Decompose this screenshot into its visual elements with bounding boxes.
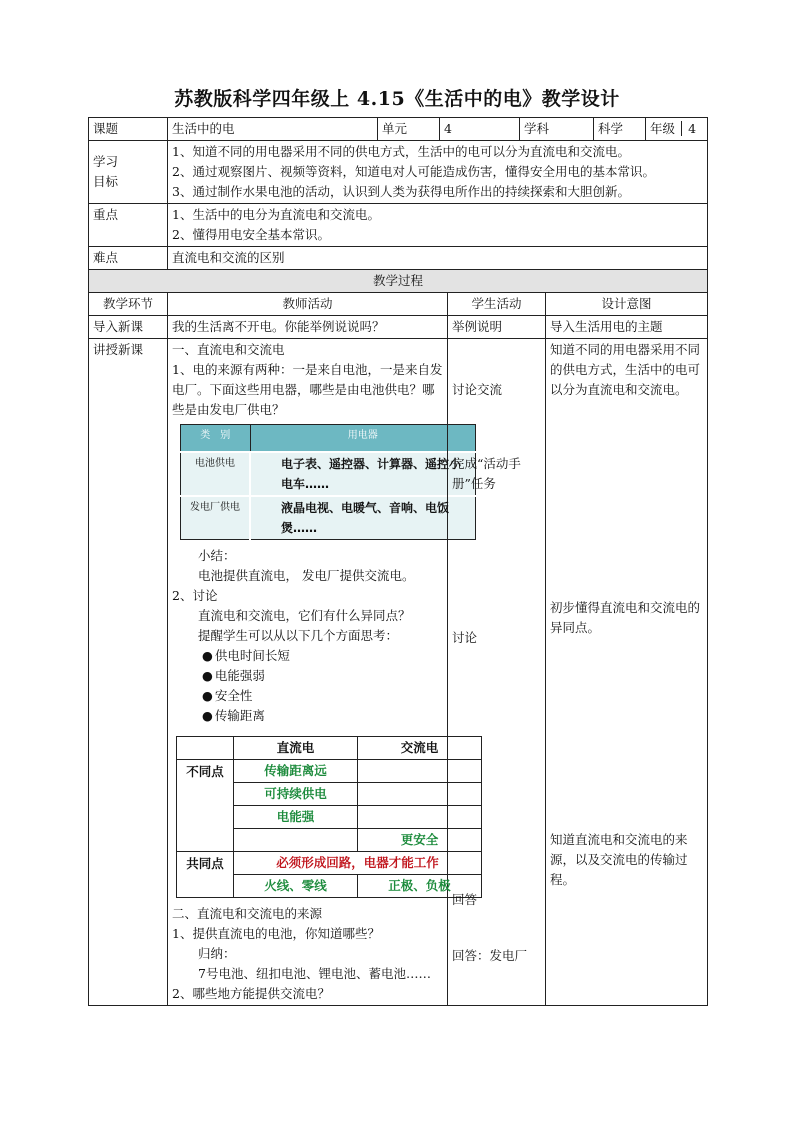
goals-label: 学习 目标 xyxy=(89,141,168,204)
compare-table xyxy=(176,736,482,898)
difficulty-value: 直流电和交流的区别 xyxy=(168,247,708,270)
appliance-table xyxy=(180,424,476,540)
course-label: 课题 xyxy=(89,118,168,141)
appliance-row xyxy=(181,496,476,540)
appliance-row-label: 电池供电 xyxy=(181,452,251,496)
course-value: 生活中的电 xyxy=(168,118,378,141)
key-content xyxy=(168,204,708,247)
header-teacher: 教师活动 xyxy=(168,293,448,316)
appliance-row xyxy=(181,452,476,496)
key-label: 重点 xyxy=(89,204,168,247)
intro-stage: 导入新课 xyxy=(89,316,168,339)
key-item: 1、生活中的电分为直流电和交流电。 xyxy=(172,207,380,222)
discuss-heading: 2、讨论 xyxy=(172,588,218,603)
header-stage: 教学环节 xyxy=(89,293,168,316)
section2-heading: 二、直流电和交流电的来源 xyxy=(172,906,323,921)
intro-intent: 导入生活用电的主题 xyxy=(546,316,708,339)
grade-label: 年级 xyxy=(650,121,676,136)
discuss-hint: 提醒学生可以从以下几个方面思考： xyxy=(198,628,399,643)
bullet-item: ● 传输距离 xyxy=(172,706,443,726)
key-item: 2、懂得用电安全基本常识。 xyxy=(172,227,330,242)
unit-value: 4 xyxy=(440,118,520,141)
lecture-row xyxy=(89,339,708,1006)
subject-label: 学科 xyxy=(520,118,594,141)
section2-summary-text: 7号电池、纽扣电池、锂电池、蓄电池…… xyxy=(198,966,431,981)
student-discuss: 讨论交流 xyxy=(452,382,503,397)
lecture-student xyxy=(448,339,546,1006)
appliance-header-category: 类 别 xyxy=(181,425,251,453)
intro-student: 举例说明 xyxy=(448,316,546,339)
section1-heading: 一、直流电和交流电 xyxy=(172,342,285,357)
grade-cell xyxy=(646,118,708,141)
header-student: 学生活动 xyxy=(448,293,546,316)
difficulty-label: 难点 xyxy=(89,247,168,270)
compare-col-ac: 交流电 xyxy=(357,737,481,760)
goals-content xyxy=(168,141,708,204)
compare-ac-cell: 更安全 xyxy=(357,829,481,852)
section2-question2: 2、哪些地方能提供交流电？ xyxy=(172,986,330,1001)
intro-row xyxy=(89,316,708,339)
compare-same-main: 必须形成回路，电器才能工作 xyxy=(234,852,482,875)
compare-col-dc: 直流电 xyxy=(234,737,358,760)
summary-text: 电池提供直流电， 发电厂提供交流电。 xyxy=(198,568,415,583)
compare-same-dc: 火线、零线 xyxy=(234,875,358,898)
appliance-row-label: 发电厂供电 xyxy=(181,496,251,540)
bullet-item: ● 安全性 xyxy=(172,686,443,706)
key-row xyxy=(89,204,708,247)
intent-1: 知道不同的用电器采用不同的供电方式，生活中的电可以分为直流电和交流电。 xyxy=(550,342,701,397)
compare-same-ac: 正极、负极 xyxy=(357,875,481,898)
lecture-stage: 讲授新课 xyxy=(89,339,168,1006)
bullet-item: ● 电能强弱 xyxy=(172,666,443,686)
header-intent: 设计意图 xyxy=(546,293,708,316)
discuss-question: 直流电和交流电，它们有什么异同点？ xyxy=(198,608,411,623)
student-discuss2: 讨论 xyxy=(452,630,478,645)
summary-label: 小结： xyxy=(198,548,236,563)
section1-text: 1、电的来源有两种：一是来自电池，一是来自发电厂。下面这些用电器，哪些是由电池供电？哪些是由发电厂供电？ xyxy=(172,362,443,417)
process-title-row xyxy=(89,270,708,293)
compare-same-label: 共同点 xyxy=(177,852,234,898)
page-title: 苏教版科学四年级上 4.15《生活中的电》教学设计 xyxy=(174,88,620,110)
student-answer: 回答 xyxy=(452,892,478,907)
process-title: 教学过程 xyxy=(89,270,708,293)
difficulty-row xyxy=(89,247,708,270)
process-header-row xyxy=(89,293,708,316)
appliance-row-value: 液晶电视、电暖气、音响、电饭煲…… xyxy=(250,496,476,540)
intent-3: 知道直流电和交流电的来源，以及交流电的传输过程。 xyxy=(550,832,688,887)
goal-item: 2、通过观察图片、视频等资料，知道电对人可能造成伤害，懂得安全用电的基本常识。 xyxy=(172,164,655,179)
compare-corner xyxy=(177,737,234,760)
appliance-header-appliance: 用电器 xyxy=(250,425,476,453)
compare-dc-cell xyxy=(234,829,358,852)
lesson-plan-table xyxy=(88,117,708,1006)
appliance-row-value: 电子表、遥控器、计算器、遥控小电车…… xyxy=(250,452,476,496)
compare-diff-label: 不同点 xyxy=(177,760,234,852)
compare-dc-cell: 可持续供电 xyxy=(234,783,358,806)
compare-dc-cell: 传输距离远 xyxy=(234,760,358,783)
unit-label: 单元 xyxy=(378,118,440,141)
student-task: 完成“活动手册”任务 xyxy=(452,456,521,491)
compare-dc-cell: 电能强 xyxy=(234,806,358,829)
section2-summary-label: 归纳： xyxy=(198,946,236,961)
student-answer2: 回答：发电厂 xyxy=(452,948,528,963)
section2-question1: 1、提供直流电的电池，你知道哪些？ xyxy=(172,926,380,941)
grade-value: 4 xyxy=(681,121,696,136)
intent-2: 初步懂得直流电和交流电的异同点。 xyxy=(550,600,701,635)
goal-item: 1、知道不同的用电器采用不同的供电方式，生活中的电可以分为直流电和交流电。 xyxy=(172,144,630,159)
info-row xyxy=(89,118,708,141)
goal-item: 3、通过制作水果电池的活动，认识到人类为获得电所作出的持续探索和大胆创新。 xyxy=(172,184,630,199)
lecture-teacher xyxy=(168,339,462,1006)
intro-teacher: 我的生活离不开电。你能举例说说吗？ xyxy=(168,316,448,339)
goals-row xyxy=(89,141,708,204)
subject-value: 科学 xyxy=(594,118,646,141)
bullet-item: ● 供电时间长短 xyxy=(172,646,443,666)
lecture-intent xyxy=(546,339,708,1006)
